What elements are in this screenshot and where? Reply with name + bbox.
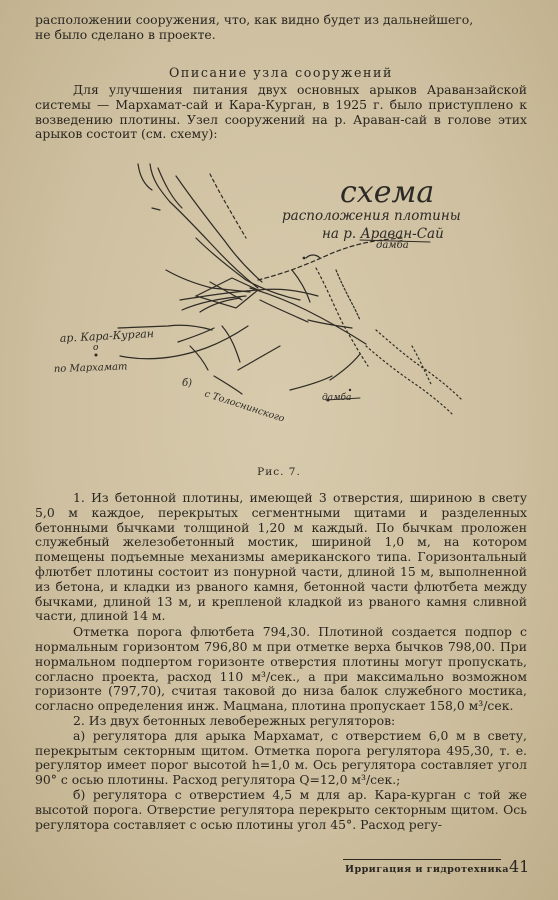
paragraph-text: 1. Из бетонной плотины, имеющей 3 отверстия, шириною в свету 5,0 м каждое, перекрытых сегментными щитами и разделенных бетонными бычками толщиной 1,20 м каждый. По бычкам проложен служебный железобетонный мостик, шириной 1,0 м, на котором помещены подъемные механизмы американского типа. Горизонтальный флютбет плотины состоит из понурной части, длиной 15 м, выполненной из бетона, и кладки из рваного камня, бетонной части флютбета между бычками, длиной 13 м, и крепленой кладкой из рваного камня сливной части, длиной 14 м.: [35, 490, 527, 624]
section-heading: Описание узла сооружений: [168, 65, 394, 80]
structure-scheme-figure: [0, 150, 558, 460]
paragraph-text: Для улучшения питания двух основных арыков Араванзайской системы — Мархамат-сай и Кара-Курган, в 1925 г. было приступлено к возведению плотины. Узел сооружений на р. Араван-сай в голове этих арыков состоит (см. схему):: [35, 82, 527, 142]
figure-caption: Рис. 7.: [257, 466, 301, 478]
scheme-label: дамба: [322, 393, 352, 403]
footer-rule: [343, 859, 501, 860]
intro-paragraph: [35, 83, 527, 142]
paragraph-line: расположении сооружения, что, как видно будет из дальнейшего,: [35, 12, 474, 27]
scheme-title-line: расположения плотины: [282, 208, 461, 224]
scheme-label: б): [182, 378, 193, 389]
paragraph-text: б) регулятора с отверстием 4,5 м для ар. Кара-курган с той же высотой порога. Отверстие регулятора перекрыто секторным щитом. Ось регулятора составляет с осью плотины угол 45°. Расход регу-: [35, 786, 527, 832]
scheme-label: с Толоснинского: [203, 388, 286, 425]
scheme-label: по Мархамат: [53, 361, 128, 375]
paragraph-text: а) регулятора для арыка Мархамат, с отверстием 6,0 м в свету, перекрытым секторным щитом. Отметка порога регулятора 495,30, т. е. регулятор имеет порог высотой h=1,0 м. Ось регулятора составляет угол 90° с осью плотины. Расход регулятора Q=12,0 м³/сек.;: [35, 727, 527, 788]
scheme-title-line: схема: [340, 175, 435, 210]
scheme-label: о: [93, 343, 99, 353]
journal-name: Ирригация и гидротехника: [345, 864, 509, 875]
opening-paragraph: [35, 13, 527, 43]
paragraph-line: не было сделано в проекте.: [35, 26, 216, 42]
page-number: 41: [509, 857, 530, 876]
scheme-label: дамба: [376, 240, 409, 251]
main-text: [35, 491, 527, 832]
scheme-label: ар. Кара-Курган: [59, 327, 155, 345]
paragraph-text: 2. Из двух бетонных левобережных регуляторов:: [73, 712, 396, 728]
scheme-title-line: на р. Араван-Сай: [322, 226, 444, 242]
paragraph-text: Отметка порога флютбета 794,30. Плотиной создается подпор с нормальным горизонтом 796,80 м при отметке верха бычков 798,00. При нормальном подпертом горизонте отверстия плотины могут пропускать, согласно проекта, расход 110 м³/сек., а при максимально возможном горизонте (797,70), считая таковой до низа балок служебного мостика, согласно определения инж. Мацмана, плотина пропускает 158,0 м³/сек.: [35, 624, 527, 714]
